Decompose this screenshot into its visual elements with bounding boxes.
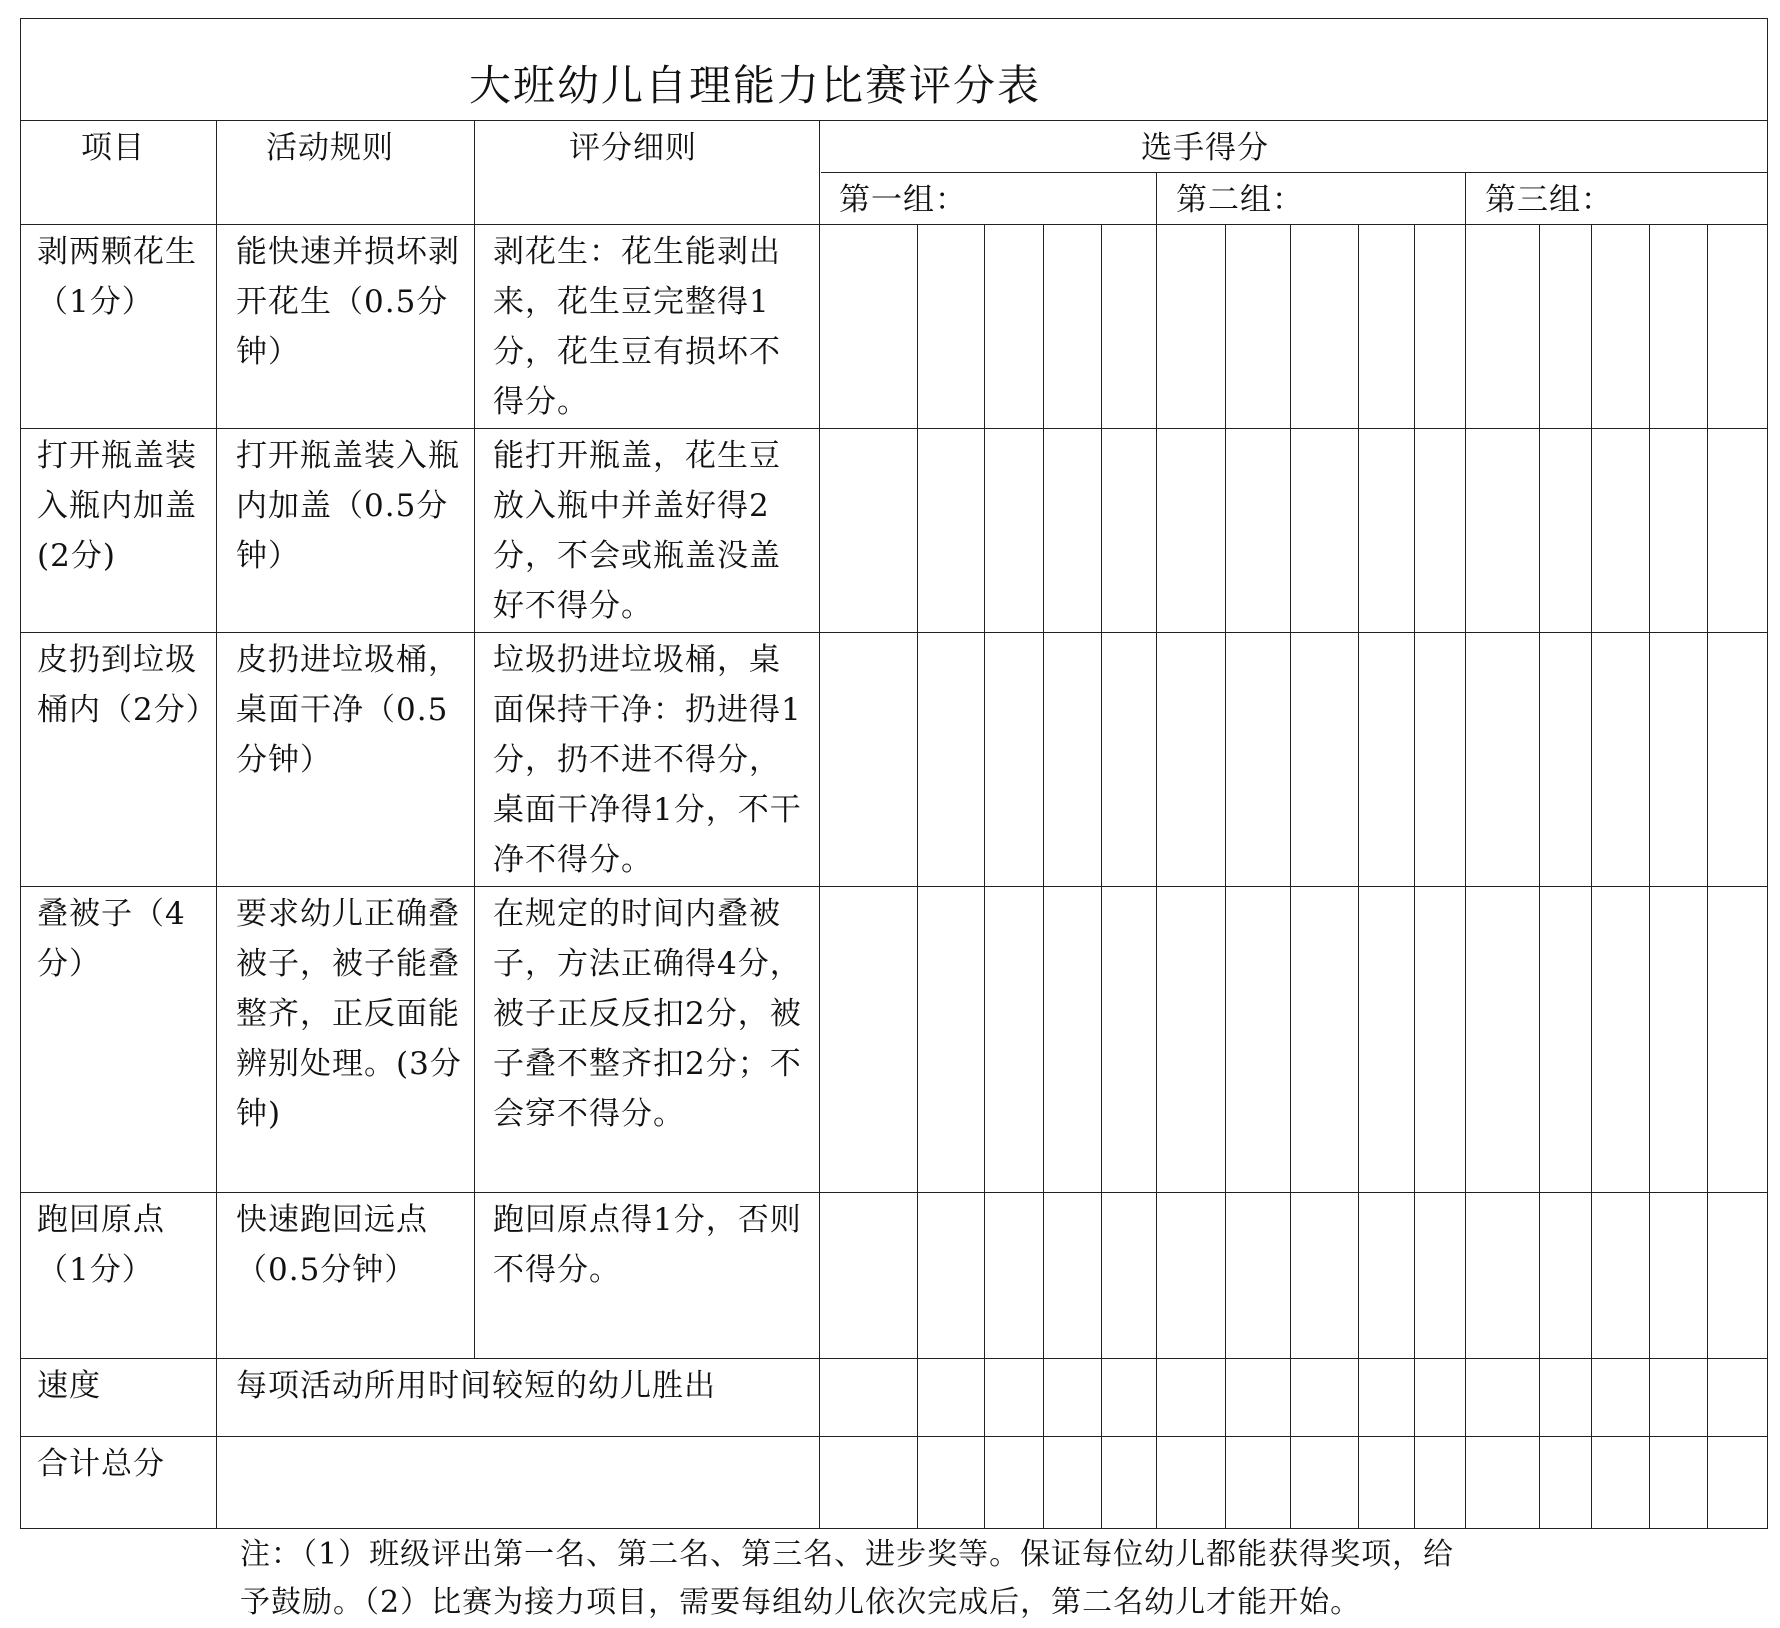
score-grid-line bbox=[1043, 224, 1044, 1528]
col-rule-group-3 bbox=[1465, 172, 1466, 1528]
total-label: 合计总分 bbox=[37, 1446, 165, 1482]
row-rules: 皮扔进垃圾桶，桌面干净（0.5分钟） bbox=[236, 642, 460, 778]
score-grid-line bbox=[1649, 224, 1650, 1528]
footnote-line-2: 予鼓励。（2）比赛为接力项目，需要每组幼儿依次完成后，第二名幼儿才能开始。 bbox=[240, 1585, 1362, 1620]
score-grid-line bbox=[1591, 224, 1592, 1528]
page-title: 大班幼儿自理能力比赛评分表 bbox=[469, 61, 1042, 110]
row-item: 剥两颗花生（1分） bbox=[37, 234, 197, 320]
col-rule-group-2 bbox=[1156, 172, 1157, 1528]
row-scoring: 能打开瓶盖，花生豆放入瓶中并盖好得2分，不会或瓶盖没盖好不得分。 bbox=[493, 438, 781, 624]
score-grid-line bbox=[1225, 224, 1226, 1528]
score-grid-line bbox=[1414, 224, 1415, 1528]
rule-row-1 bbox=[21, 428, 1767, 429]
rule-under-title bbox=[21, 120, 1767, 121]
rule-row-4 bbox=[21, 1192, 1767, 1193]
header-group-3: 第三组： bbox=[1485, 182, 1613, 218]
rule-row-speed bbox=[21, 1436, 1767, 1437]
row-rules: 能快速并损坏剥开花生（0.5分钟） bbox=[236, 234, 460, 370]
score-grid-line bbox=[1101, 224, 1102, 1528]
rule-row-5 bbox=[21, 1358, 1767, 1359]
header-rules: 活动规则 bbox=[266, 130, 394, 166]
rule-under-score-header bbox=[821, 172, 1767, 173]
header-scoring: 评分细则 bbox=[569, 130, 697, 166]
row-rules: 快速跑回远点（0.5分钟） bbox=[236, 1202, 428, 1288]
col-rule-rules bbox=[474, 120, 475, 1358]
col-rule-item bbox=[216, 120, 217, 1528]
footnote-line-1: 注：（1）班级评出第一名、第二名、第三名、进步奖等。保证每位幼儿都能获得奖项，给 bbox=[240, 1537, 1455, 1572]
rule-row-3 bbox=[21, 886, 1767, 887]
speed-text: 每项活动所用时间较短的幼儿胜出 bbox=[236, 1368, 716, 1404]
row-item: 皮扔到垃圾桶内（2分） bbox=[37, 642, 218, 728]
header-item: 项目 bbox=[81, 130, 145, 166]
score-grid-line bbox=[1358, 224, 1359, 1528]
row-scoring: 剥花生：花生能剥出来，花生豆完整得1分，花生豆有损坏不得分。 bbox=[493, 234, 781, 420]
score-grid-line bbox=[1290, 224, 1291, 1528]
header-group-2: 第二组： bbox=[1176, 182, 1304, 218]
score-grid-line bbox=[1539, 224, 1540, 1528]
rule-row-2 bbox=[21, 632, 1767, 633]
score-grid-line bbox=[1707, 224, 1708, 1528]
row-item: 打开瓶盖装入瓶内加盖(2分) bbox=[37, 438, 197, 574]
header-player-scores: 选手得分 bbox=[1141, 130, 1269, 166]
score-table bbox=[20, 18, 1768, 1529]
row-item: 叠被子（4分） bbox=[37, 896, 186, 982]
header-group-1: 第一组： bbox=[839, 182, 967, 218]
row-rules: 打开瓶盖装入瓶内加盖（0.5分钟） bbox=[236, 438, 460, 574]
row-scoring: 在规定的时间内叠被子，方法正确得4分，被子正反反扣2分，被子叠不整齐扣2分；不会穿不得分。 bbox=[493, 896, 802, 1132]
row-scoring: 跑回原点得1分，否则不得分。 bbox=[493, 1202, 802, 1288]
row-rules: 要求幼儿正确叠被子，被子能叠整齐，正反面能辨别处理。(3分钟) bbox=[236, 896, 462, 1132]
col-rule-scoring bbox=[819, 120, 820, 1528]
speed-label: 速度 bbox=[37, 1368, 101, 1404]
score-grid-line bbox=[984, 224, 985, 1528]
row-item: 跑回原点（1分） bbox=[37, 1202, 165, 1288]
score-grid-line bbox=[917, 224, 918, 1528]
row-scoring: 垃圾扔进垃圾桶，桌面保持干净：扔进得1分，扔不进不得分，桌面干净得1分，不干净不得分。 bbox=[493, 642, 802, 878]
